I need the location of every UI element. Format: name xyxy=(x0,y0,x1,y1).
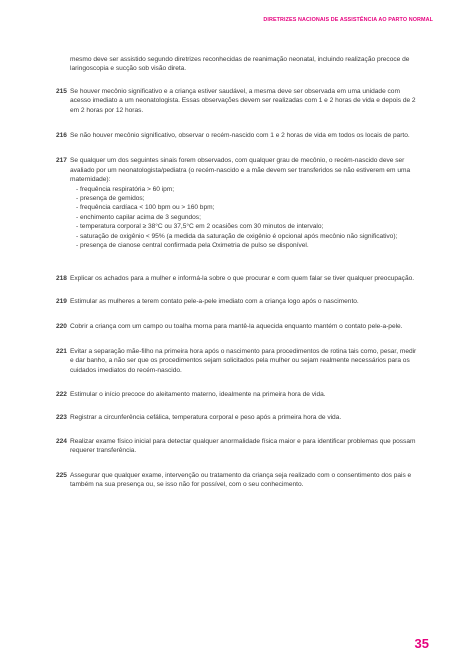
criteria-list xyxy=(70,185,419,251)
guideline-item-225 xyxy=(56,471,419,490)
guideline-item-223 xyxy=(56,413,419,422)
text-line: Evitar a separação mãe-filho na primeira hora após o nascimento para procedimentos de rotina tais como, pesar, medir xyxy=(70,347,417,355)
text-line: Se não houver mecônio significativo, observar o recém-nascido com 1 e 2 horas de vida em todos os locais de parto. xyxy=(70,132,410,140)
item-number: 215 xyxy=(56,87,67,95)
text-line: Estimular o início precoce do aleitamento materno, idealmente na primeira hora de vida. xyxy=(70,390,326,398)
criteria-list-item: - enchimento capilar acima de 3 segundos; xyxy=(76,213,201,221)
item-number: 223 xyxy=(56,414,67,422)
criteria-list-item: - presença de gemidos; xyxy=(76,195,145,203)
guideline-item-216 xyxy=(56,131,419,140)
text-line: Estimular as mulheres a terem contato pele-a-pele imediato com a criança logo após o nascimento. xyxy=(70,297,359,305)
item-number: 217 xyxy=(56,157,67,165)
text-line: requerer transferência. xyxy=(70,447,137,455)
document-body xyxy=(56,55,419,489)
page-number: 35 xyxy=(414,636,429,651)
criteria-list-item: - frequência respiratória > 60 ipm; xyxy=(76,185,175,193)
item-number: 222 xyxy=(56,390,67,398)
item-number: 220 xyxy=(56,323,67,331)
item-number: 221 xyxy=(56,347,67,355)
criteria-list-item: - frequência cardíaca < 100 bpm ou > 160 bpm; xyxy=(76,204,215,212)
text-line: Explicar os achados para a mulher e informá-la sobre o que procurar e com quem falar se tiver qualquer preocupação. xyxy=(70,274,415,282)
guideline-item-220 xyxy=(56,322,419,331)
text-line: acesso imediato a um neonatologista. Essas observações devem ser realizadas com 1 e 2 horas de vida e depois de 2 xyxy=(70,97,416,105)
guideline-item-219 xyxy=(56,297,419,306)
text-line: e dar banho, a não ser que os procedimentos sejam solicitados pela mulher ou sejam realmente necessários para os xyxy=(70,357,410,365)
text-line: Assegurar que qualquer exame, intervenção ou tratamento da criança seja realizado com o consentimento dos pais e xyxy=(70,471,412,479)
text-line: mesmo deve ser assistido segundo diretrizes reconhecidas de reanimação neonatal, incluindo realização precoce de xyxy=(70,56,410,63)
text-line: avaliado por um neonatologista/pediatra (o recém-nascido e a mãe devem ser transferidos se não estiverem em uma xyxy=(70,166,411,174)
item-number: 224 xyxy=(56,437,67,445)
item-number: 216 xyxy=(56,132,67,140)
continuation-paragraph xyxy=(56,55,419,74)
guideline-item-221 xyxy=(56,347,419,375)
guideline-item-218 xyxy=(56,274,419,283)
criteria-list-item: - temperatura corporal ≥ 38°C ou 37,5°C em 2 ocasiões com 30 minutos de intervalo; xyxy=(76,223,324,231)
item-number: 218 xyxy=(56,274,67,282)
text-line: cuidados imediatos do recém-nascido. xyxy=(70,366,182,374)
text-line: laringoscopia e sucção sob visão direta. xyxy=(70,65,187,73)
guideline-item-215 xyxy=(56,87,419,115)
guideline-item-222 xyxy=(56,390,419,399)
text-line: Realizar exame físico inicial para detectar qualquer anormalidade física maior e para identificar problemas que possam xyxy=(70,437,416,445)
text-line: Cobrir a criança com um campo ou toalha morna para mantê-la aquecida enquanto mantém o contato pele-a-pele. xyxy=(70,323,403,331)
guideline-item-224 xyxy=(56,437,419,456)
text-line: em 2 horas por 12 horas. xyxy=(70,106,144,114)
guideline-item-217 xyxy=(56,156,419,250)
running-header: DIRETRIZES NACIONAIS DE ASSISTÊNCIA AO PARTO NORMAL xyxy=(263,17,433,23)
text-line: Registrar a circunferência cefálica, temperatura corporal e peso após a primeira hora de vida. xyxy=(70,414,342,422)
criteria-list-item: - presença de cianose central confirmada pela Oximetria de pulso se disponível. xyxy=(76,242,309,250)
text-line: maternidade): xyxy=(70,176,111,184)
text-line: também na sua presença ou, se isso não for possível, com o seu conhecimento. xyxy=(70,480,304,488)
item-number: 219 xyxy=(56,297,67,305)
criteria-list-item: - saturação de oxigênio < 95% (a medida da saturação de oxigênio é opcional após mecônio não significativo); xyxy=(76,232,398,240)
text-line: Se qualquer um dos seguintes sinais forem observados, com qualquer grau de mecônio, o recém-nascido deve ser xyxy=(70,157,405,165)
item-number: 225 xyxy=(56,471,67,479)
text-line: Se houver mecônio significativo e a criança estiver saudável, a mesma deve ser observada em uma unidade com xyxy=(70,87,400,95)
